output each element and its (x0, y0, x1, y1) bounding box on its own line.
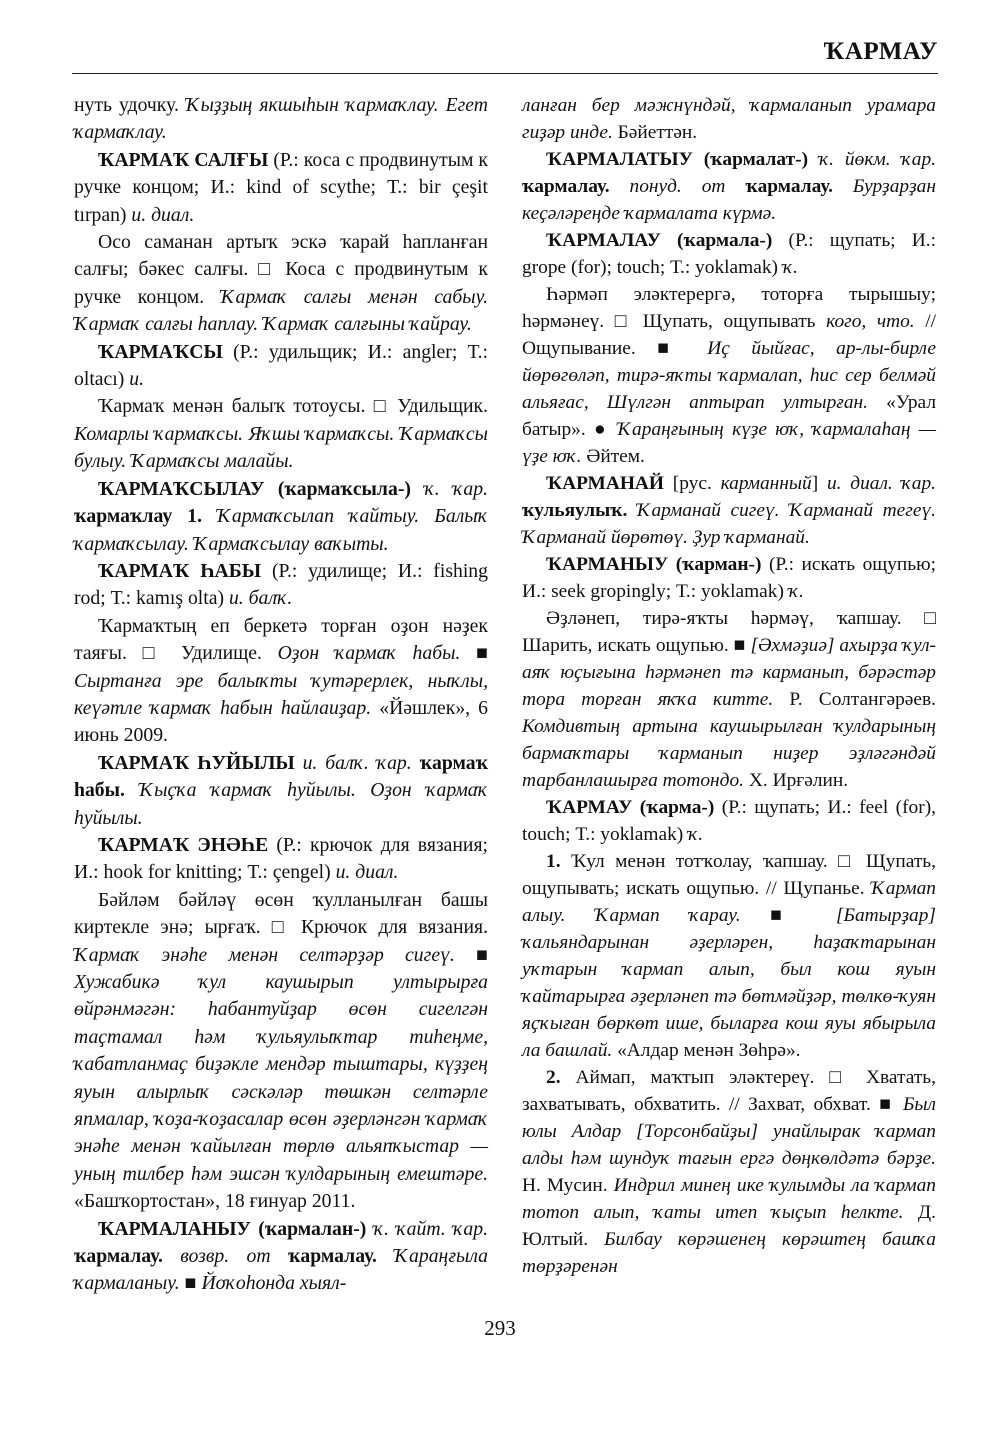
italic-text: и. балҡ. (228, 587, 293, 610)
dictionary-entry-paragraph (522, 848, 936, 1064)
dictionary-entry-paragraph (522, 1064, 936, 1280)
italic-text: Йоҡоһонда хыял- (201, 1272, 347, 1295)
bold-text: ҠАРМАЛАНЫУ (ҡармалан-) (98, 1217, 367, 1240)
text-run: Р. Солтангәрәев. (773, 689, 936, 710)
text-run: Х. Ирғәлин. (744, 770, 849, 791)
text-run (610, 176, 630, 197)
dictionary-entry-headword-line (522, 227, 936, 281)
italic-text: Индрил минең ике ҡулымды ла ҡармап тотоп алып, ҡаты итеп ҡыҫып һелкте. (522, 1175, 936, 1223)
italic-text: Ҡараңғыла ҡармаланыу. (74, 1245, 489, 1295)
italic-text: Ҡармаҡ энәһе менән селтәрҙәр сигеү. (74, 943, 455, 966)
bold-text: ҠАРМАНАЙ (546, 473, 665, 494)
dictionary-entry-paragraph (74, 393, 488, 475)
text-run: (Р.: искать ощупью; И.: seek gropingly; Т.: yoklamak) (522, 554, 936, 602)
italic-text: возвр. от (180, 1245, 271, 1268)
dictionary-entry-headword-line (74, 750, 488, 832)
bold-text: ҡармалау. (522, 176, 610, 197)
italic-text: Бурҙарҙан кеҫәләреңде ҡармалата күрмә. (522, 176, 936, 224)
dictionary-entry-paragraph (522, 605, 936, 794)
italic-text: ҡ. ҡар. (424, 477, 489, 500)
dictionary-entry-headword-line (74, 147, 488, 229)
text-run: «Йәшлек», 6 июнь 2009. (74, 696, 488, 747)
text-run: (Р.: щупать; И.: feel (for), touch; Т.: yoklamak) (522, 797, 936, 845)
text-run (808, 149, 819, 170)
italic-text: Ҡармаҡсылап ҡайтыу. Балыҡ ҡармаҡсылау. Ҡармаҡсылау ваҡыты. (74, 505, 488, 555)
italic-text: Был юлы Алдар [Торсонбайҙы] унайлырак ҡармап алды һәм шундуҡ тағын ергә дөңкөлдәтә бәрҙе. (522, 1094, 936, 1169)
bold-text: ҠАРМАЛАУ (ҡармала-) (546, 230, 773, 251)
italic-text: Ҡыҙҙың якшыһын ҡармаҡлау. Егет ҡармаҡлау. (74, 94, 488, 144)
text-run (412, 752, 420, 774)
header-rule (72, 73, 938, 74)
bold-text: ҡармалау. (287, 1245, 377, 1268)
text-run: ■ (179, 1272, 202, 1295)
text-run: [рус. (664, 473, 721, 494)
italic-text: и. диал. ҡар. (826, 473, 936, 494)
bold-text: ҠАРМАҠ САЛҒЫ (98, 148, 269, 171)
bold-text: ҠАРМАУ (ҡарма-) (546, 797, 715, 818)
text-run: (Р.: щупать; И.: grope (for); touch; Т.: yoklamak) (522, 230, 936, 278)
text-run: Әҙләнеп, тирә-яҡты һәрмәү, ҡапшау. □ Шарить, искать ощупью. ■ (522, 608, 936, 656)
italic-text: и. диал. (335, 861, 399, 884)
text-run: (Р.: коса с продвинутым к ручке концом; И.: kind of scythe; Т.: bir çeşit tırpan) (74, 148, 488, 226)
text-run: ■ (740, 905, 836, 926)
dictionary-entry-paragraph (522, 281, 936, 470)
italic-text: карманный (720, 473, 812, 494)
text-run (366, 1218, 373, 1240)
bold-text: ҠАРМАНЫУ (ҡарман-) (546, 554, 762, 575)
bold-text: ҡармалау. (745, 176, 833, 197)
left-column (74, 92, 488, 1298)
italic-text: [Батырҙар] ҡальяндарынан әҙерләрен, һаҙаҡтарынан уҡтарын ҡармап алып, был кош яуын ҡайтарырға әҙерләнеп тә бөтмәйҙәр, төлкө-ҡуян яҫҡыған бөркөт ише, быларға кош яуы ябырыла ла башлай. (522, 905, 936, 1061)
dictionary-entry-headword-line (74, 1216, 488, 1298)
italic-text: ланған бер мәжнүндәй, ҡармаланып урамара гиҙәр инде. (522, 95, 936, 143)
text-run: Әйтем. (581, 446, 645, 467)
dictionary-entry-paragraph (74, 229, 488, 339)
italic-text: Комарлы ҡармаҡсы. Яҡшы ҡармаҡсы. Ҡармаҡсы булыу. Ҡармаҡсы малайы. (74, 422, 488, 473)
text-run: (Р.: удилище; И.: fishing rod; Т.: kamış olta) (74, 559, 488, 610)
dictionary-entry-headword-line (522, 470, 936, 551)
italic-text: Билбау көрәшенең көрәштең башҡа төрҙәренән (522, 1229, 936, 1277)
page-number: 293 (484, 1316, 516, 1340)
running-header-word: ҠАРМАУ (823, 38, 938, 65)
text-run (411, 478, 424, 500)
text-run (627, 500, 637, 521)
bold-text: ҠАРМАҠСЫ (98, 340, 223, 363)
text-run: Осо саманан артыҡ эскә ҡарай һапланған салғы; бәкес салғы. □ Коса с продвинутым к ручке концом. (74, 231, 488, 308)
text-run: Аймап, маҡтып эләктереү. □ Хватать, захватывать, обхватить. // Захват, обхват. ■ (522, 1067, 936, 1115)
text-run: Ҡул менән тотҡолау, ҡапшау. □ Щупать, ощупывать; искать ощупью. // Щупанье. (522, 851, 936, 899)
italic-text: Ҡарманай сигеү. Ҡарманай тегеү. Ҡарманай йөрөтөү. Ҙур ҡарманай. (522, 500, 936, 548)
italic-text: Ҡармап алыу. Ҡармап ҡарау. (522, 878, 936, 926)
italic-text: ҡ. ҡайт. ҡар. (373, 1217, 488, 1240)
italic-text: и. диал. (131, 203, 195, 226)
bold-text: 2. (546, 1067, 561, 1088)
text-run: // Ощупывание. ■ (522, 311, 937, 359)
bold-text: ҡармаҡ һабы. (74, 751, 489, 802)
text-run: Бәйләм бәйләү өсөн ҡулланылған башы киртекле энә; ырғаҡ. □ Крючок для вязания. (74, 888, 488, 939)
dictionary-entry-headword-line (74, 832, 488, 887)
italic-text: ҡ. (688, 824, 704, 845)
dictionary-entry-headword-line (522, 146, 936, 227)
bold-text: 1. (546, 851, 561, 872)
text-run (125, 779, 139, 801)
bold-text: ҠАРМАҠ ҺУЙЫЛЫ (98, 751, 295, 774)
text-run: (Р.: удильщик; И.: angler; Т.: oltacı) (74, 340, 488, 391)
bold-text: ҠАРМАҠ ЭНӘҺЕ (98, 833, 269, 856)
text-run (295, 752, 303, 774)
text-run (163, 1245, 180, 1267)
italic-text: Сыртанға эре балыҡты ҡутәрерлек, ныҡлы, кеүәтле ҡармаҡ һабын һайлаиҙар. (74, 669, 488, 719)
dictionary-entry-headword-line (74, 558, 488, 613)
dictionary-entry-headword-line (74, 339, 488, 394)
italic-text: Иҫ йыйғас, ар-лы-бирле йөрөгөләп, тирә-яҡты ҡармалап, һис сер белмәй альяғас, Шүлгән аптырап ултырған. (522, 338, 936, 413)
text-run: ■ (460, 642, 488, 665)
italic-text: Оҙон ҡармаҡ һабы. (277, 642, 461, 665)
bold-text: ҡармаҡлау 1. (74, 505, 203, 528)
text-run: «Алдар менән Зөһрә». (612, 1040, 801, 1061)
text-run (271, 1245, 288, 1267)
text-run: Д. Юлтый. (522, 1202, 936, 1250)
text-run: Ҡармаҡтың еп беркетә торған оҙон нәҙек таяғы. □ Удилище. (74, 614, 488, 665)
italic-text: понуд. от (629, 176, 726, 197)
italic-text: Ҡармаҡ салғы менән сабыу. Ҡармаҡ салғы һаплау. Ҡармаҡ салғыны ҡайрау. (74, 285, 488, 336)
text-run (725, 176, 745, 197)
text-run (202, 505, 217, 527)
text-run: «Урал батыр». ● (522, 392, 937, 440)
bold-text: ҠАРМАҠ ҺАБЫ (98, 559, 262, 582)
text-run: Ҡармаҡ менән балыҡ тотоусы. □ Удильщик. (98, 395, 488, 418)
italic-text: ҡ. (782, 257, 798, 278)
text-run (377, 1245, 394, 1267)
italic-text: ҡ. йөкм. ҡар. (818, 149, 936, 170)
right-column (522, 92, 936, 1280)
italic-text: Ҡыҫҡа ҡармаҡ һуйылы. Оҙон ҡармаҡ һуйылы. (74, 779, 489, 829)
italic-text: и. балҡ. ҡар. (302, 751, 412, 774)
italic-text: кого, что. (826, 311, 915, 332)
text-run: Һәрмәп эләктерергә, тоторға тырышыу; һәрмәнеү. □ Щупать, ощупывать (522, 284, 936, 332)
dictionary-entry-paragraph (522, 92, 936, 146)
text-run: ] (811, 473, 827, 494)
dictionary-entry-headword-line (74, 476, 488, 558)
italic-text: Ҡараңғының күҙе юҡ, ҡармалаһаң — үҙе юҡ. (522, 419, 936, 467)
bold-text: ҠАРМАЛАТЫУ (ҡармалат-) (546, 149, 809, 170)
text-run: Бәйеттән. (612, 122, 698, 143)
italic-text: [Әхмәҙиә] ахырҙа ҡул-аяҡ юҫығына һәрмәнеп тә карманып, бәрәстәр тора торған яҡҡа китте. (522, 635, 936, 710)
dictionary-entry-paragraph (74, 613, 488, 750)
italic-text: Комдивтың артына каушырылған ҡулдарының бармаҡтары ҡарманып ниҙер эҙләгәндәй тарбанлашырға тотондо. (522, 716, 936, 791)
dictionary-entry-paragraph (74, 887, 488, 1216)
italic-text: Хужабикә ҡул каушырып ултырырға өйрәнмәгән: һабантуйҙар өсөн сигелгән таҫтамал һәм ҡульяулыҡтар тиһеңме, ҡабатланмаҫ биҙәкле мендәр тыштары, күҙҙең яуын алырлыҡ сәскәләр төшкән селтәрле япмалар, ҡоҙа-ҡоҙасалар өсөн әҙерләнгән ҡармаҡ энәһе менән ҡайылған төрлө альяпҡыстар — уның тилбер һәм эшсән ҡулдарының емештәре. (74, 971, 488, 1185)
bold-text: ҠАРМАҠСЫЛАУ (ҡармаҡсыла-) (98, 477, 411, 500)
bold-text: ҡармалау. (74, 1245, 163, 1268)
dictionary-entry-paragraph (74, 92, 488, 147)
text-run (833, 176, 853, 197)
text-run: ■ (454, 943, 488, 966)
text-run: «Башҡортостан», 18 ғинуар 2011. (74, 1190, 356, 1213)
dictionary-entry-headword-line (522, 551, 936, 605)
text-run: (Р.: крючок для вязания; И.: hook for knitting; Т.: çengel) (74, 833, 488, 884)
bold-text: ҡульяулыҡ. (522, 500, 628, 521)
italic-text: ҡ. (788, 581, 804, 602)
text-run: нуть удочку. (74, 94, 186, 116)
text-run: Н. Мусин. (522, 1175, 614, 1196)
italic-text: и. (129, 368, 144, 391)
dictionary-entry-headword-line (522, 794, 936, 848)
